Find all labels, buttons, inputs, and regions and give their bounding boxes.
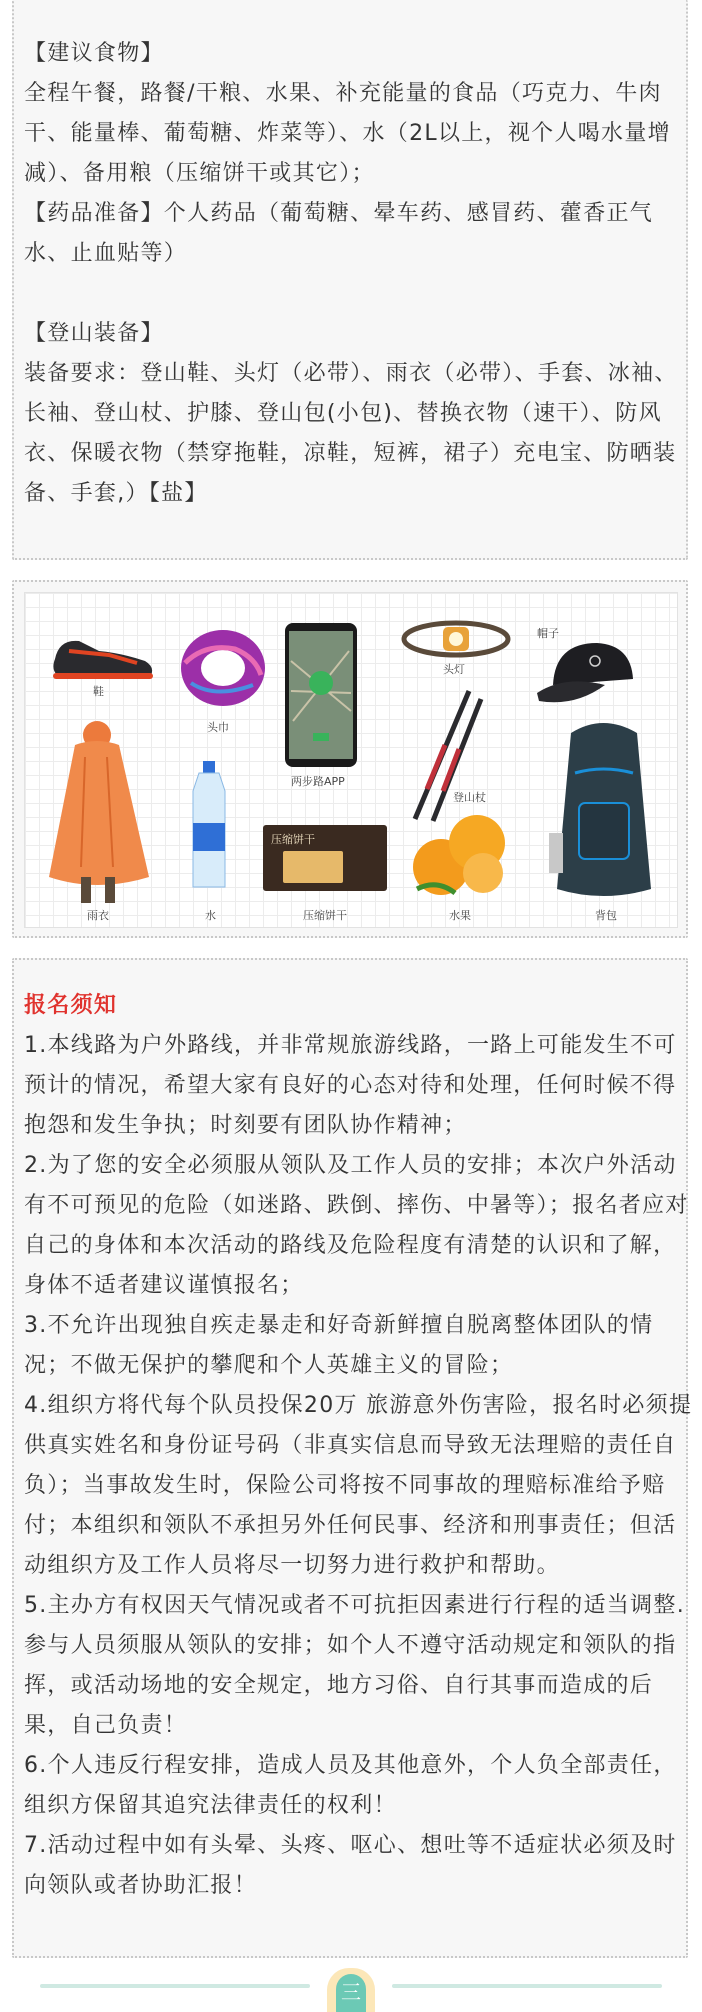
hiking-shoe-icon: [49, 629, 159, 685]
notice-line: 动组织方及工作人员将尽一切努力进行救护和帮助。: [24, 1553, 560, 1578]
water-label: 水: [205, 909, 216, 922]
notice-line: 果，自己负责！: [24, 1713, 188, 1738]
text-line: 全程午餐，路餐/干粮、水果、补充能量的食品（巧克力、牛肉: [24, 81, 662, 106]
menu-lines-icon: 三: [336, 1974, 366, 2012]
notice-line: 付；本组织和领队不承担另外任何民事、经济和刑事责任；但活: [24, 1513, 677, 1538]
shoe-label: 鞋: [93, 685, 104, 698]
cap-hat-icon: [535, 635, 645, 711]
notice-line: 2.为了您的安全必须服从领队及工作人员的安排；本次户外活动: [24, 1153, 677, 1178]
phone-app-icon: [283, 621, 359, 769]
section-heading: 【登山装备】: [24, 321, 164, 346]
notice-line: 身体不适者建议谨慎报名；: [24, 1273, 304, 1298]
notice-line: 7.活动过程中如有头晕、头疼、呕心、想吐等不适症状必须及时: [24, 1833, 677, 1858]
notice-line: 向领队或者协助汇报！: [24, 1873, 258, 1898]
biscuit-block-icon: [283, 851, 343, 883]
text-line: 衣、保暖衣物（禁穿拖鞋，凉鞋，短裤，裙子）充电宝、防晒装: [24, 441, 677, 466]
footer-divider: [0, 1962, 702, 2012]
raincoat-icon: [45, 717, 153, 905]
biscuit-box: [263, 825, 387, 891]
oranges-icon: [407, 809, 511, 899]
headlamp-label: 头灯: [443, 663, 465, 676]
text-line: 装备要求：登山鞋、头灯（必带）、雨衣（必带）、手套、冰袖、: [24, 361, 678, 386]
raincoat-label: 雨衣: [87, 909, 109, 922]
footer-rule-right: [392, 1984, 662, 1988]
water-bottle-icon: [189, 761, 229, 891]
notice-line: 组织方保留其追究法律责任的权利！: [24, 1793, 397, 1818]
notice-line: 1.本线路为户外路线，并非常规旅游线路，一路上可能发生不可: [24, 1033, 677, 1058]
footer-badge: [327, 1968, 375, 2012]
notice-line: 挥，或活动场地的安全规定，地方习俗、自行其事而造成的后: [24, 1673, 654, 1698]
notice-line: 自己的身体和本次活动的路线及危险程度有清楚的认识和了解，: [24, 1233, 677, 1258]
registration-notice-section: [12, 958, 693, 1958]
text-line: 干、能量棒、葡萄糖、炸菜等）、水（2L以上，视个人喝水量增: [24, 121, 671, 146]
phone-label: 两步路APP: [291, 775, 345, 788]
notice-line: 负）；当事故发生时，保险公司将按不同事故的理赔标准给予赔: [24, 1473, 666, 1498]
blank-line: [24, 274, 672, 314]
notice-line: 参与人员须服从领队的安排；如个人不遵守活动规定和领队的指: [24, 1633, 677, 1658]
headlamp-icon: [401, 619, 511, 659]
section-heading: 【建议食物】: [24, 41, 164, 66]
hat-label: 帽子: [537, 627, 559, 640]
backpack-icon: [545, 713, 663, 899]
footer-rule-left: [40, 1984, 310, 1988]
notice-line: 有不可预见的危险（如迷路、跌倒、摔伤、中暑等）；报名者应对: [24, 1193, 689, 1218]
text-line: 【药品准备】个人药品（葡萄糖、晕车药、感冒药、藿香正气: [24, 201, 654, 226]
scarf-icon: [175, 623, 271, 713]
notice-title: 报名须知: [24, 993, 118, 1018]
notice-line: 抱怨和发生争执；时刻要有团队协作精神；: [24, 1113, 467, 1138]
notice-line: 6.个人违反行程安排，造成人员及其他意外，个人负全部责任，: [24, 1753, 677, 1778]
gear-image-panel: [12, 580, 688, 938]
notice-line: 预计的情况，希望大家有良好的心态对待和处理，任何时候不得: [24, 1073, 677, 1098]
notice-line: 况；不做无保护的攀爬和个人英雄主义的冒险；: [24, 1353, 514, 1378]
backpack-label: 背包: [595, 909, 617, 922]
notice-line: 5.主办方有权因天气情况或者不可抗拒因素进行行程的适当调整.: [24, 1593, 685, 1618]
text-line: 备、手套,）【盐】: [24, 481, 208, 506]
food-gear-section: [12, 0, 688, 560]
fruit-label: 水果: [449, 909, 471, 922]
text-line: 减）、备用粮（压缩饼干或其它）；: [24, 161, 375, 186]
poles-label: 登山杖: [453, 791, 486, 804]
gear-illustration: [24, 592, 678, 928]
notice-line: 供真实姓名和身份证号码（非真实信息而导致无法理赔的责任自: [24, 1433, 677, 1458]
notice-line: 3.不允许出现独自疾走暴走和好奇新鲜擅自脱离整体团队的情: [24, 1313, 654, 1338]
text-line: 水、止血贴等）: [24, 241, 188, 266]
notice-line: 4.组织方将代每个队员投保20万 旅游意外伤害险，报名时必须提: [24, 1393, 693, 1418]
scarf-label: 头巾: [207, 721, 229, 734]
biscuit-label: 压缩饼干: [303, 909, 347, 922]
text-line: 长袖、登山杖、护膝、登山包(小包)、替换衣物（速干）、防风: [24, 401, 662, 426]
biscuit-box-text: 压缩饼干: [271, 833, 315, 846]
